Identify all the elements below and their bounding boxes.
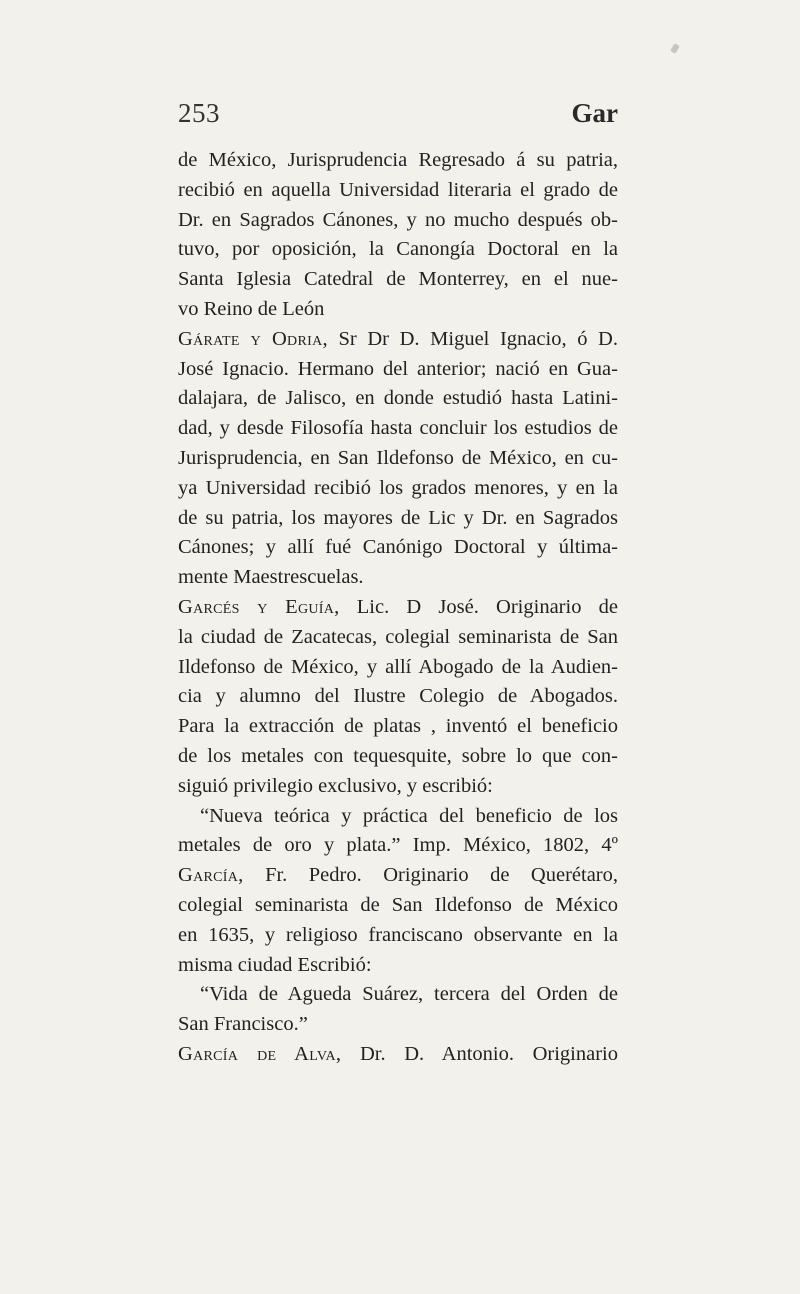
text-line xyxy=(178,384,618,414)
line-text: Ildefonso de México, y allí Abogado de la Audien- xyxy=(178,655,618,678)
running-head: Gar xyxy=(571,98,618,128)
text-line xyxy=(178,1040,618,1070)
text-line xyxy=(178,593,618,623)
text-line xyxy=(178,980,618,1010)
line-text: tuvo, por oposición, la Canongía Doctoral en la xyxy=(178,238,618,261)
line-text: “Nueva teórica y práctica del beneficio de los xyxy=(200,804,618,827)
page-header xyxy=(178,98,618,138)
text-line xyxy=(178,563,618,593)
text-line xyxy=(178,831,618,861)
line-text: de México, Jurisprudencia Regresado á su patria, xyxy=(178,149,618,171)
text-line xyxy=(178,444,618,474)
line-text: Jurisprudencia, en San Ildefonso de México, en cu- xyxy=(178,446,618,469)
line-text: San Francisco.” xyxy=(178,1013,308,1036)
paper-spot xyxy=(670,43,680,54)
line-text: recibió en aquella Universidad literaria el grado de xyxy=(178,178,618,201)
line-text: metales de oro y plata.” Imp. México, 1802, 4º xyxy=(178,834,618,857)
text-line xyxy=(178,176,618,206)
text-line xyxy=(178,682,618,712)
line-text: de los metales con tequesquite, sobre lo que con- xyxy=(178,744,618,767)
line-text: siguió privilegio exclusivo, y escribió: xyxy=(178,774,493,797)
line-text: mente Maestrescuelas. xyxy=(178,566,364,589)
text-line xyxy=(178,742,618,772)
line-text: colegial seminarista de San Ildefonso de México xyxy=(178,893,618,916)
text-line xyxy=(178,802,618,832)
text-line xyxy=(178,891,618,921)
line-text: “Vida de Agueda Suárez, tercera del Orden de xyxy=(200,983,618,1006)
line-text: José Ignacio. Hermano del anterior; nació en Gua- xyxy=(178,357,618,380)
line-text: en 1635, y religioso franciscano observante en la xyxy=(178,923,618,946)
entry-heading: Gárate y Odria, xyxy=(178,327,328,350)
page-number: 253 xyxy=(178,98,220,128)
line-text: Cánones; y allí fué Canónigo Doctoral y última- xyxy=(178,536,618,559)
text-line xyxy=(178,712,618,742)
line-text: misma ciudad Escribió: xyxy=(178,953,372,976)
text-line xyxy=(178,474,618,504)
text-line xyxy=(178,921,618,951)
text-line xyxy=(178,355,618,385)
text-line xyxy=(178,623,618,653)
line-text: de su patria, los mayores de Lic y Dr. en Sagrados xyxy=(178,506,618,529)
line-text: dalajara, de Jalisco, en donde estudió hasta Latini- xyxy=(178,387,618,410)
text-line xyxy=(178,1010,618,1040)
text-line xyxy=(178,533,618,563)
entry-heading: García, xyxy=(178,864,244,887)
text-line xyxy=(178,414,618,444)
line-text: Dr. D. Antonio. Originario xyxy=(341,1042,618,1065)
text-line xyxy=(178,325,618,355)
line-text: la ciudad de Zacatecas, colegial seminarista de San xyxy=(178,625,618,648)
text-line xyxy=(178,146,618,176)
text-line xyxy=(178,653,618,683)
body-text xyxy=(178,146,618,1070)
line-text: vo Reino de León xyxy=(178,297,325,320)
entry-heading: García de Alva, xyxy=(178,1042,342,1065)
line-text: dad, y desde Filosofía hasta concluir los estudios de xyxy=(178,417,618,440)
text-line xyxy=(178,235,618,265)
text-line xyxy=(178,951,618,981)
line-text: Para la extracción de platas , inventó el beneficio xyxy=(178,715,618,738)
line-text: Lic. D José. Originario de xyxy=(339,595,618,618)
line-text: Sr Dr D. Miguel Ignacio, ó D. xyxy=(327,327,618,350)
line-text: Dr. en Sagrados Cánones, y no mucho después ob- xyxy=(178,208,618,231)
text-line xyxy=(178,265,618,295)
text-line xyxy=(178,504,618,534)
text-line xyxy=(178,295,618,325)
line-text: Fr. Pedro. Originario de Querétaro, xyxy=(243,864,618,887)
text-line xyxy=(178,206,618,236)
line-text: Santa Iglesia Catedral de Monterrey, en el nue- xyxy=(178,268,618,291)
text-line xyxy=(178,861,618,891)
line-text: ya Universidad recibió los grados menores, y en la xyxy=(178,476,618,499)
text-line xyxy=(178,772,618,802)
line-text: cia y alumno del Ilustre Colegio de Abogados. xyxy=(178,685,618,708)
entry-heading: Garcés y Eguía, xyxy=(178,595,340,618)
